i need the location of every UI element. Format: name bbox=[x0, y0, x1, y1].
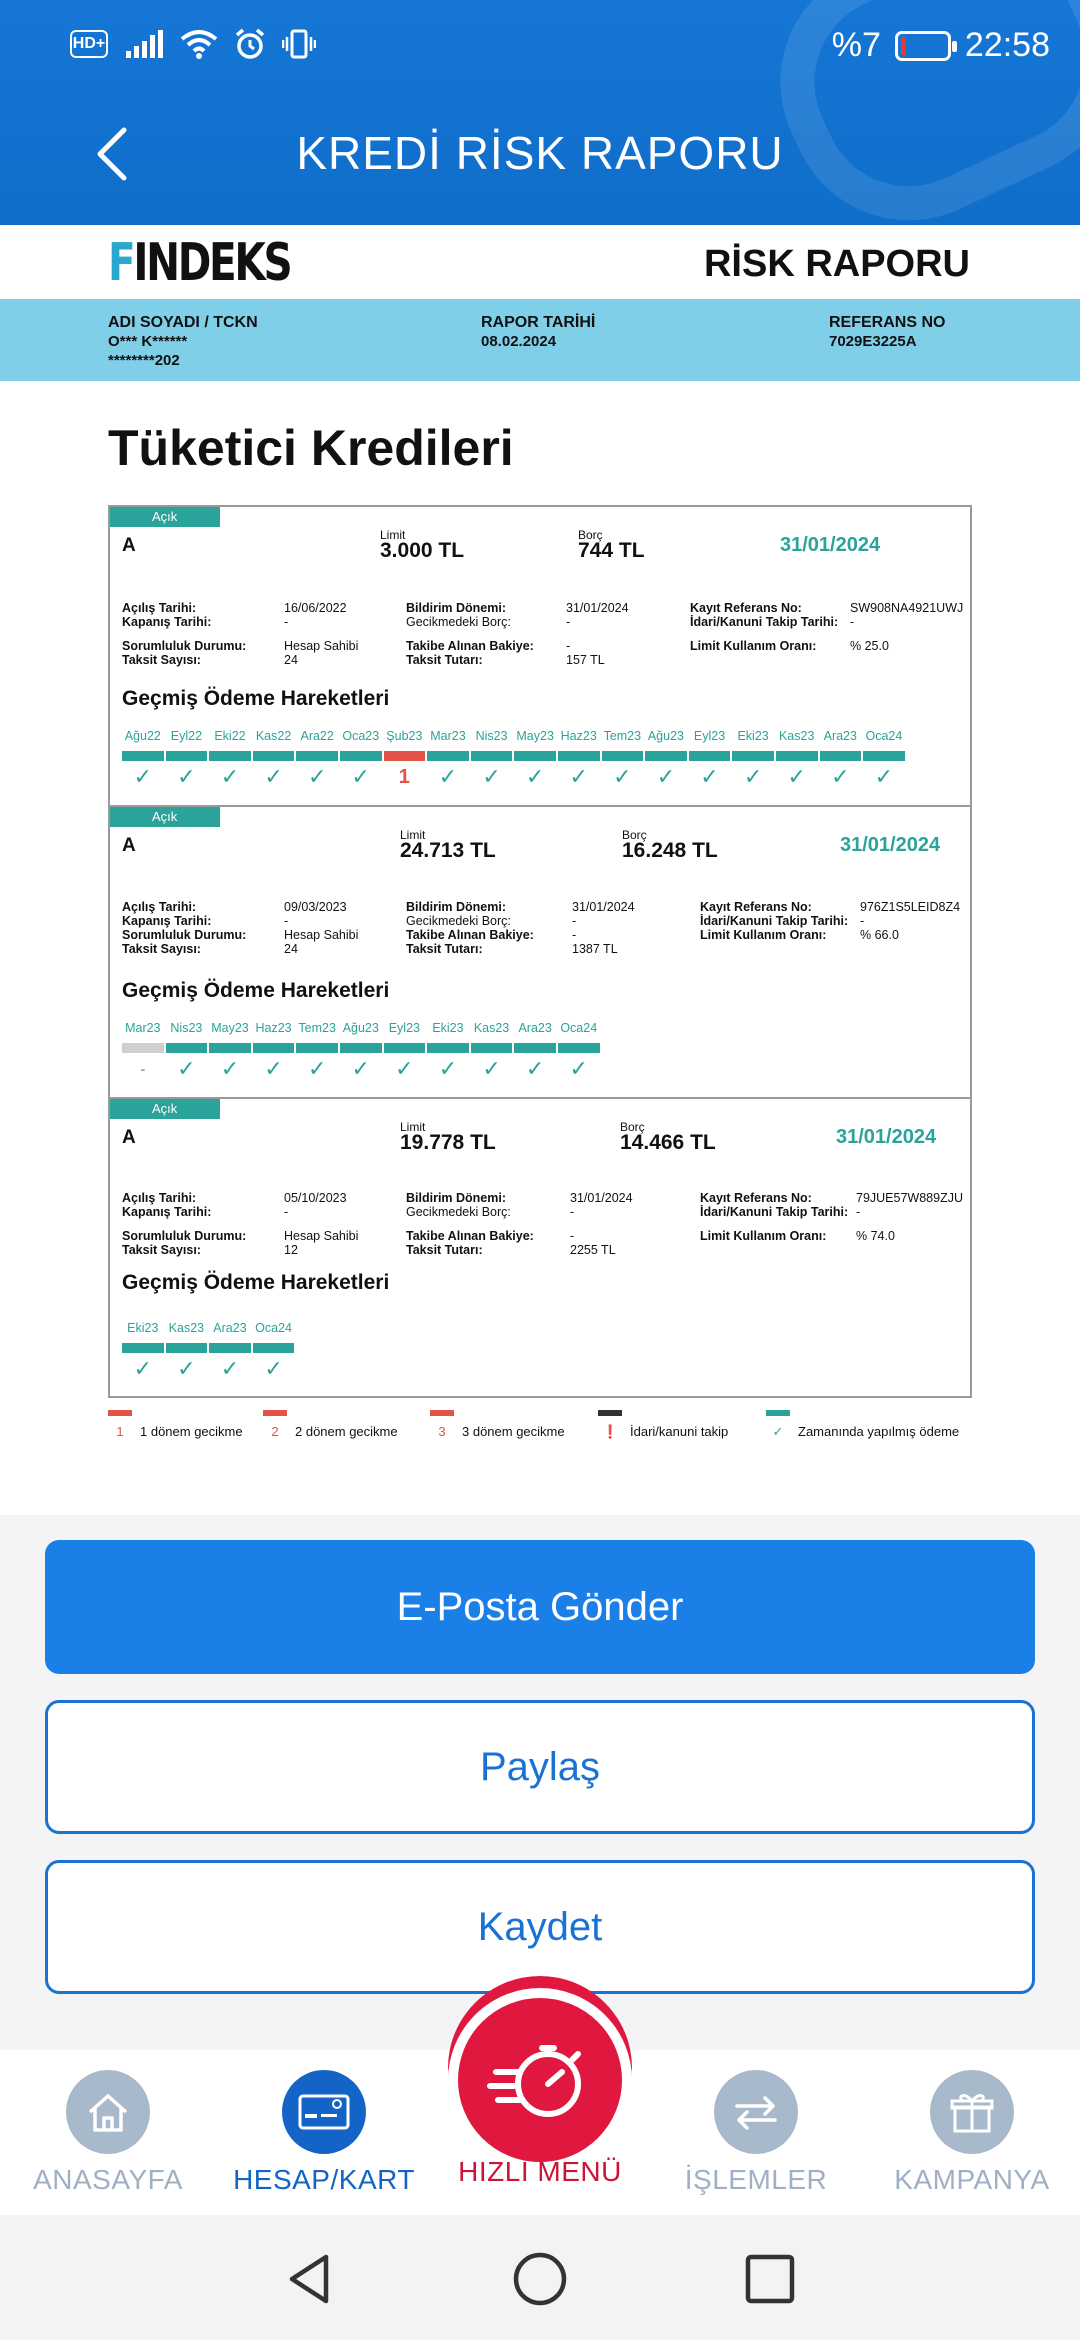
installment-amount-label: Taksit Tutarı: bbox=[406, 942, 483, 956]
nav-quick-menu-label: HIZLI MENÜ bbox=[458, 2156, 622, 2187]
followed-balance-label: Takibe Alınan Bakiye: bbox=[406, 639, 534, 653]
history-month-label: Eyl23 bbox=[388, 1021, 420, 1035]
legend-swatch bbox=[108, 1410, 132, 1416]
history-bar bbox=[384, 751, 426, 761]
responsibility-value: Hesap Sahibi bbox=[284, 1229, 359, 1243]
history-month bbox=[384, 729, 426, 790]
vibrate-icon bbox=[282, 29, 316, 59]
check-icon: ✓ bbox=[351, 764, 370, 789]
bank-name: A bbox=[122, 535, 136, 556]
legend-swatch bbox=[263, 1410, 287, 1416]
history-bar bbox=[863, 751, 905, 761]
check-icon: ✓ bbox=[482, 1056, 501, 1081]
history-month bbox=[253, 729, 295, 790]
stopwatch-icon bbox=[448, 1988, 632, 2172]
legal-followup-date-value: - bbox=[860, 914, 865, 928]
risk-report bbox=[0, 225, 1080, 1515]
legal-followup-date-label: İdari/Kanuni Takip Tarihi: bbox=[690, 615, 839, 629]
check-icon: ✓ bbox=[177, 1056, 196, 1081]
borc-label: Borç bbox=[578, 528, 603, 542]
responsibility-label: Sorumluluk Durumu: bbox=[122, 639, 247, 653]
overdue-debt-value: - bbox=[566, 615, 571, 629]
history-month bbox=[166, 1321, 208, 1382]
history-month bbox=[471, 729, 513, 790]
closing-date-value: - bbox=[284, 615, 289, 629]
borc-value: 744 TL bbox=[578, 539, 645, 562]
history-month bbox=[602, 729, 644, 790]
check-icon: ✓ bbox=[525, 764, 545, 789]
history-month bbox=[296, 1021, 338, 1082]
report-period-date: 31/01/2024 bbox=[840, 834, 941, 856]
history-month bbox=[296, 729, 338, 790]
legend-symbol: ❗ bbox=[602, 1424, 619, 1439]
history-month bbox=[427, 1021, 469, 1082]
report-brand-bar bbox=[0, 225, 1080, 299]
check-icon: ✓ bbox=[133, 1356, 153, 1381]
history-month-label: Haz23 bbox=[560, 729, 597, 743]
report-period-label: Bildirim Dönemi: bbox=[406, 1191, 507, 1205]
history-mark: 1 bbox=[398, 766, 410, 788]
history-bar bbox=[122, 751, 164, 761]
history-month bbox=[340, 729, 382, 790]
history-bar bbox=[122, 1043, 164, 1053]
limit-value: 19.778 TL bbox=[400, 1131, 496, 1154]
history-month-label: Eyl22 bbox=[170, 729, 203, 743]
wifi-icon bbox=[180, 29, 218, 59]
responsibility-value: Hesap Sahibi bbox=[284, 928, 359, 942]
check-icon: ✓ bbox=[307, 764, 327, 789]
meta-reference: REFERANS NO 7029E3225A bbox=[829, 314, 946, 350]
record-ref-label: Kayıt Referans No: bbox=[700, 900, 812, 914]
history-bar bbox=[732, 751, 774, 761]
limit-usage-rate-label: Limit Kullanım Oranı: bbox=[690, 639, 817, 653]
closing-date-value: - bbox=[284, 914, 289, 928]
borc-label: Borç bbox=[620, 1120, 645, 1134]
history-month-label: Eki23 bbox=[432, 1021, 464, 1035]
closing-date-label: Kapanış Tarihi: bbox=[122, 615, 212, 629]
limit-usage-rate-value: % 66.0 bbox=[860, 928, 899, 942]
nav-campaigns-label: KAMPANYA bbox=[894, 2164, 1050, 2195]
closing-date-label: Kapanış Tarihi: bbox=[122, 1205, 212, 1219]
check-icon: ✓ bbox=[264, 764, 283, 789]
history-bar bbox=[166, 751, 208, 761]
check-icon: ✓ bbox=[264, 1356, 283, 1381]
legend-swatch bbox=[430, 1410, 454, 1416]
overdue-debt-value: - bbox=[570, 1205, 575, 1219]
legal-followup-date-value: - bbox=[856, 1205, 861, 1219]
installment-amount-value: 157 TL bbox=[566, 653, 605, 667]
history-bar bbox=[209, 751, 251, 761]
history-bar bbox=[514, 1043, 556, 1053]
history-month-label: Eki23 bbox=[737, 729, 769, 743]
payment-history-title: Geçmiş Ödeme Hareketleri bbox=[122, 687, 390, 710]
record-ref-label: Kayıt Referans No: bbox=[690, 601, 802, 615]
history-bar bbox=[427, 1043, 469, 1053]
history-bar bbox=[340, 751, 382, 761]
card-icon bbox=[282, 2070, 366, 2154]
gift-icon bbox=[930, 2070, 1014, 2154]
check-icon: ✓ bbox=[220, 1056, 240, 1081]
history-month-label: Haz23 bbox=[255, 1021, 292, 1035]
borc-label: Borç bbox=[622, 828, 647, 842]
nav-home[interactable] bbox=[0, 2070, 216, 2196]
history-month bbox=[209, 729, 251, 790]
signal-icon bbox=[124, 29, 164, 59]
history-bar bbox=[645, 751, 687, 761]
opening-date-label: Açılış Tarihi: bbox=[122, 900, 197, 914]
nav-campaigns[interactable] bbox=[864, 2070, 1080, 2196]
borc-value: 16.248 TL bbox=[622, 839, 718, 862]
history-month bbox=[732, 729, 774, 790]
history-month bbox=[863, 729, 905, 790]
payment-history bbox=[122, 1021, 600, 1082]
history-month-label: Mar23 bbox=[125, 1021, 161, 1035]
history-month-label: May23 bbox=[516, 729, 554, 743]
history-month-label: Eki23 bbox=[127, 1321, 159, 1335]
history-bar bbox=[209, 1043, 251, 1053]
overdue-debt-value: - bbox=[572, 914, 577, 928]
history-month bbox=[209, 1321, 251, 1382]
record-ref-value: 79JUE57W889ZJU bbox=[856, 1191, 963, 1205]
check-icon: ✓ bbox=[351, 1056, 370, 1081]
clock: 22:58 bbox=[964, 26, 1050, 64]
history-month-label: Oca24 bbox=[865, 729, 903, 743]
check-icon: ✓ bbox=[525, 1056, 545, 1081]
history-month bbox=[340, 1021, 382, 1082]
legend-symbol: ✓ bbox=[772, 1424, 784, 1439]
history-bar bbox=[514, 751, 556, 761]
legal-followup-date-value: - bbox=[850, 615, 855, 629]
history-month bbox=[122, 1021, 164, 1082]
history-month bbox=[689, 729, 731, 790]
home-icon bbox=[66, 2070, 150, 2154]
battery-percent: %7 bbox=[831, 26, 881, 64]
check-icon: ✓ bbox=[569, 1056, 588, 1081]
installment-amount-label: Taksit Tutarı: bbox=[406, 653, 483, 667]
opening-date-value: 05/10/2023 bbox=[284, 1191, 347, 1205]
report-period-label: Bildirim Dönemi: bbox=[406, 900, 507, 914]
history-bar bbox=[427, 751, 469, 761]
limit-usage-rate-value: % 25.0 bbox=[850, 639, 889, 653]
meta-name: ADI SOYADI / TCKN O*** K****** ********202 bbox=[108, 314, 258, 369]
history-month bbox=[558, 1021, 600, 1082]
history-bar bbox=[689, 751, 731, 761]
installment-amount-label: Taksit Tutarı: bbox=[406, 1243, 483, 1257]
history-month-label: May23 bbox=[211, 1021, 249, 1035]
legend-text: 2 dönem gecikme bbox=[295, 1424, 398, 1439]
history-month-label: Tem23 bbox=[603, 729, 642, 743]
history-bar bbox=[776, 751, 818, 761]
history-month bbox=[166, 729, 208, 790]
payment-history bbox=[122, 1321, 294, 1382]
history-month-label: Tem23 bbox=[298, 1021, 336, 1035]
installment-count-value: 24 bbox=[284, 653, 298, 667]
report-period-label: Bildirim Dönemi: bbox=[406, 601, 507, 615]
opening-date-label: Açılış Tarihi: bbox=[122, 601, 197, 615]
nav-quick-menu[interactable] bbox=[432, 2050, 648, 2190]
payment-history bbox=[122, 729, 905, 790]
credit-card-1 bbox=[110, 507, 970, 807]
credit-card-3 bbox=[110, 1099, 970, 1396]
record-ref-value: SW908NA4921UWJ bbox=[850, 601, 964, 615]
history-bar bbox=[253, 751, 295, 761]
meta-report-date: RAPOR TARİHİ 08.02.2024 bbox=[481, 314, 596, 350]
report-period-date: 31/01/2024 bbox=[836, 1126, 937, 1148]
record-ref-value: 976Z1S5LEID8Z4 bbox=[860, 900, 961, 914]
followed-balance-value: - bbox=[572, 928, 577, 942]
history-bar bbox=[296, 751, 338, 761]
check-icon: ✓ bbox=[177, 764, 196, 789]
history-month-label: Nis23 bbox=[475, 729, 508, 743]
report-period-value: 31/01/2024 bbox=[570, 1191, 633, 1205]
overdue-debt-label: Gecikmedeki Borç: bbox=[406, 914, 511, 928]
legend bbox=[108, 1410, 988, 1450]
payment-history-title: Geçmiş Ödeme Hareketleri bbox=[122, 1271, 390, 1294]
history-bar bbox=[166, 1343, 208, 1353]
limit-value: 3.000 TL bbox=[380, 539, 465, 562]
history-mark: - bbox=[140, 1061, 146, 1077]
history-bar bbox=[471, 1043, 513, 1053]
history-month-label: Ağu23 bbox=[342, 1021, 379, 1035]
history-month bbox=[122, 1321, 164, 1382]
limit-usage-rate-label: Limit Kullanım Oranı: bbox=[700, 928, 827, 942]
installment-count-label: Taksit Sayısı: bbox=[122, 653, 201, 667]
check-icon: ✓ bbox=[874, 764, 894, 789]
history-month-label: Ara23 bbox=[213, 1321, 247, 1335]
report-title: RİSK RAPORU bbox=[703, 243, 970, 285]
history-month-label: Şub23 bbox=[386, 729, 423, 743]
followed-balance-label: Takibe Alınan Bakiye: bbox=[406, 928, 534, 942]
history-bar bbox=[340, 1043, 382, 1053]
check-icon: ✓ bbox=[831, 764, 850, 789]
history-month-label: Ara23 bbox=[518, 1021, 552, 1035]
history-month bbox=[776, 729, 818, 790]
limit-label: Limit bbox=[380, 528, 406, 542]
history-bar bbox=[166, 1043, 208, 1053]
status-bar bbox=[0, 0, 1080, 92]
page-title: KREDİ RİSK RAPORU bbox=[296, 127, 784, 179]
nav-transactions-label: İŞLEMLER bbox=[684, 2164, 828, 2195]
followed-balance-value: - bbox=[566, 639, 571, 653]
history-bar bbox=[253, 1043, 295, 1053]
system-nav-bar bbox=[0, 2215, 1080, 2340]
closing-date-label: Kapanış Tarihi: bbox=[122, 914, 212, 928]
history-month bbox=[514, 729, 556, 790]
history-bar bbox=[602, 751, 644, 761]
legend-swatch bbox=[766, 1410, 790, 1416]
status-tag: Açık bbox=[110, 507, 220, 527]
legend-symbol: 1 bbox=[116, 1424, 124, 1439]
opening-date-value: 09/03/2023 bbox=[284, 900, 347, 914]
closing-date-value: - bbox=[284, 1205, 289, 1219]
record-ref-label: Kayıt Referans No: bbox=[700, 1191, 812, 1205]
history-bar bbox=[820, 751, 862, 761]
findeks-logo: FINDEKS bbox=[108, 233, 291, 293]
history-month bbox=[514, 1021, 556, 1082]
bottom-nav bbox=[0, 2050, 1080, 2215]
history-bar bbox=[209, 1343, 251, 1353]
hd-badge: HD+ bbox=[70, 30, 108, 58]
check-icon: ✓ bbox=[743, 764, 763, 789]
legend-text: Zamanında yapılmış ödeme bbox=[798, 1424, 960, 1439]
check-icon: ✓ bbox=[787, 764, 806, 789]
history-bar bbox=[122, 1343, 164, 1353]
installment-count-value: 12 bbox=[284, 1243, 298, 1257]
limit-label: Limit bbox=[400, 828, 426, 842]
responsibility-value: Hesap Sahibi bbox=[284, 639, 359, 653]
installment-amount-value: 1387 TL bbox=[572, 942, 618, 956]
check-icon: ✓ bbox=[438, 1056, 458, 1081]
history-month-label: Oca24 bbox=[560, 1021, 598, 1035]
history-month-label: Ağu23 bbox=[647, 729, 684, 743]
history-month-label: Eki22 bbox=[214, 729, 246, 743]
history-month-label: Oca24 bbox=[255, 1321, 292, 1335]
check-icon: ✓ bbox=[307, 1056, 327, 1081]
installment-count-value: 24 bbox=[284, 942, 298, 956]
credit-card-2 bbox=[110, 807, 970, 1099]
installment-count-label: Taksit Sayısı: bbox=[122, 1243, 201, 1257]
nav-account-card-label: HESAP/KART bbox=[233, 2164, 415, 2195]
check-icon: ✓ bbox=[613, 764, 632, 789]
history-month bbox=[122, 729, 164, 790]
overdue-debt-label: Gecikmedeki Borç: bbox=[406, 615, 511, 629]
nav-account-card[interactable] bbox=[216, 2070, 432, 2196]
report-period-value: 31/01/2024 bbox=[566, 601, 629, 615]
limit-usage-rate-value: % 74.0 bbox=[856, 1229, 895, 1243]
check-icon: ✓ bbox=[395, 1056, 414, 1081]
check-icon: ✓ bbox=[438, 764, 458, 789]
history-month bbox=[558, 729, 600, 790]
borc-value: 14.466 TL bbox=[620, 1131, 716, 1154]
overdue-debt-label: Gecikmedeki Borç: bbox=[406, 1205, 511, 1219]
share-button[interactable]: Paylaş bbox=[45, 1700, 1035, 1834]
check-icon: ✓ bbox=[482, 764, 501, 789]
report-meta-band bbox=[0, 299, 1080, 381]
check-icon: ✓ bbox=[569, 764, 588, 789]
send-email-button[interactable]: E-Posta Gönder bbox=[45, 1540, 1035, 1674]
history-month-label: Oca23 bbox=[342, 729, 380, 743]
followed-balance-label: Takibe Alınan Bakiye: bbox=[406, 1229, 534, 1243]
bank-name: A bbox=[122, 1127, 136, 1148]
status-tag: Açık bbox=[110, 1099, 220, 1119]
opening-date-value: 16/06/2022 bbox=[284, 601, 347, 615]
check-icon: ✓ bbox=[177, 1356, 196, 1381]
history-month-label: Kas23 bbox=[778, 729, 815, 743]
installment-amount-value: 2255 TL bbox=[570, 1243, 616, 1257]
history-bar bbox=[384, 1043, 426, 1053]
system-back-icon[interactable] bbox=[280, 2249, 340, 2309]
history-month-label: Nis23 bbox=[170, 1021, 203, 1035]
legend-text: 3 dönem gecikme bbox=[462, 1424, 565, 1439]
check-icon: ✓ bbox=[700, 764, 719, 789]
history-month-label: Kas22 bbox=[255, 729, 292, 743]
history-bar bbox=[558, 751, 600, 761]
check-icon: ✓ bbox=[656, 764, 676, 789]
history-month-label: Ağu22 bbox=[124, 729, 161, 743]
legend-symbol: 2 bbox=[271, 1424, 279, 1439]
check-icon: ✓ bbox=[220, 1356, 240, 1381]
limit-usage-rate-label: Limit Kullanım Oranı: bbox=[700, 1229, 827, 1243]
status-tag: Açık bbox=[110, 807, 220, 827]
history-month-label: Ara23 bbox=[823, 729, 857, 743]
history-bar bbox=[253, 1343, 295, 1353]
history-bar bbox=[296, 1043, 338, 1053]
nav-home-label: ANASAYFA bbox=[33, 2164, 183, 2195]
payment-history-title: Geçmiş Ödeme Hareketleri bbox=[122, 979, 390, 1002]
legal-followup-date-label: İdari/Kanuni Takip Tarihi: bbox=[700, 914, 849, 928]
followed-balance-value: - bbox=[570, 1229, 575, 1243]
transfer-icon bbox=[714, 2070, 798, 2154]
check-icon: ✓ bbox=[220, 764, 240, 789]
report-period-date: 31/01/2024 bbox=[780, 534, 881, 556]
app-header bbox=[0, 0, 1080, 225]
check-icon: ✓ bbox=[264, 1056, 283, 1081]
bank-name: A bbox=[122, 835, 136, 856]
history-bar bbox=[471, 751, 513, 761]
system-home-icon[interactable] bbox=[510, 2249, 570, 2309]
legend-swatch bbox=[598, 1410, 622, 1416]
save-button[interactable]: Kaydet bbox=[45, 1860, 1035, 1994]
legend-text: 1 dönem gecikme bbox=[140, 1424, 243, 1439]
nav-transactions[interactable] bbox=[648, 2070, 864, 2196]
report-period-value: 31/01/2024 bbox=[572, 900, 635, 914]
opening-date-label: Açılış Tarihi: bbox=[122, 1191, 197, 1205]
history-month bbox=[645, 729, 687, 790]
history-month bbox=[166, 1021, 208, 1082]
history-month bbox=[384, 1021, 426, 1082]
history-month-label: Ara22 bbox=[300, 729, 334, 743]
responsibility-label: Sorumluluk Durumu: bbox=[122, 928, 247, 942]
history-bar bbox=[558, 1043, 600, 1053]
limit-value: 24.713 TL bbox=[400, 839, 496, 862]
credits-box bbox=[108, 505, 972, 1398]
alarm-icon bbox=[234, 28, 266, 60]
history-month bbox=[253, 1321, 295, 1382]
installment-count-label: Taksit Sayısı: bbox=[122, 942, 201, 956]
history-month-label: Kas23 bbox=[168, 1321, 205, 1335]
history-month-label: Kas23 bbox=[473, 1021, 510, 1035]
history-month-label: Eyl23 bbox=[693, 729, 726, 743]
check-icon: ✓ bbox=[133, 764, 153, 789]
history-month bbox=[471, 1021, 513, 1082]
legal-followup-date-label: İdari/Kanuni Takip Tarihi: bbox=[700, 1205, 849, 1219]
legend-symbol: 3 bbox=[438, 1424, 446, 1439]
battery-icon bbox=[895, 31, 951, 61]
history-month bbox=[820, 729, 862, 790]
legend-text: İdari/kanuni takip bbox=[630, 1424, 729, 1439]
limit-label: Limit bbox=[400, 1120, 426, 1134]
history-month-label: Mar23 bbox=[430, 729, 466, 743]
section-title: Tüketici Kredileri bbox=[108, 420, 514, 476]
history-month bbox=[253, 1021, 295, 1082]
system-recents-icon[interactable] bbox=[740, 2249, 800, 2309]
history-month bbox=[209, 1021, 251, 1082]
history-month bbox=[427, 729, 469, 790]
responsibility-label: Sorumluluk Durumu: bbox=[122, 1229, 247, 1243]
